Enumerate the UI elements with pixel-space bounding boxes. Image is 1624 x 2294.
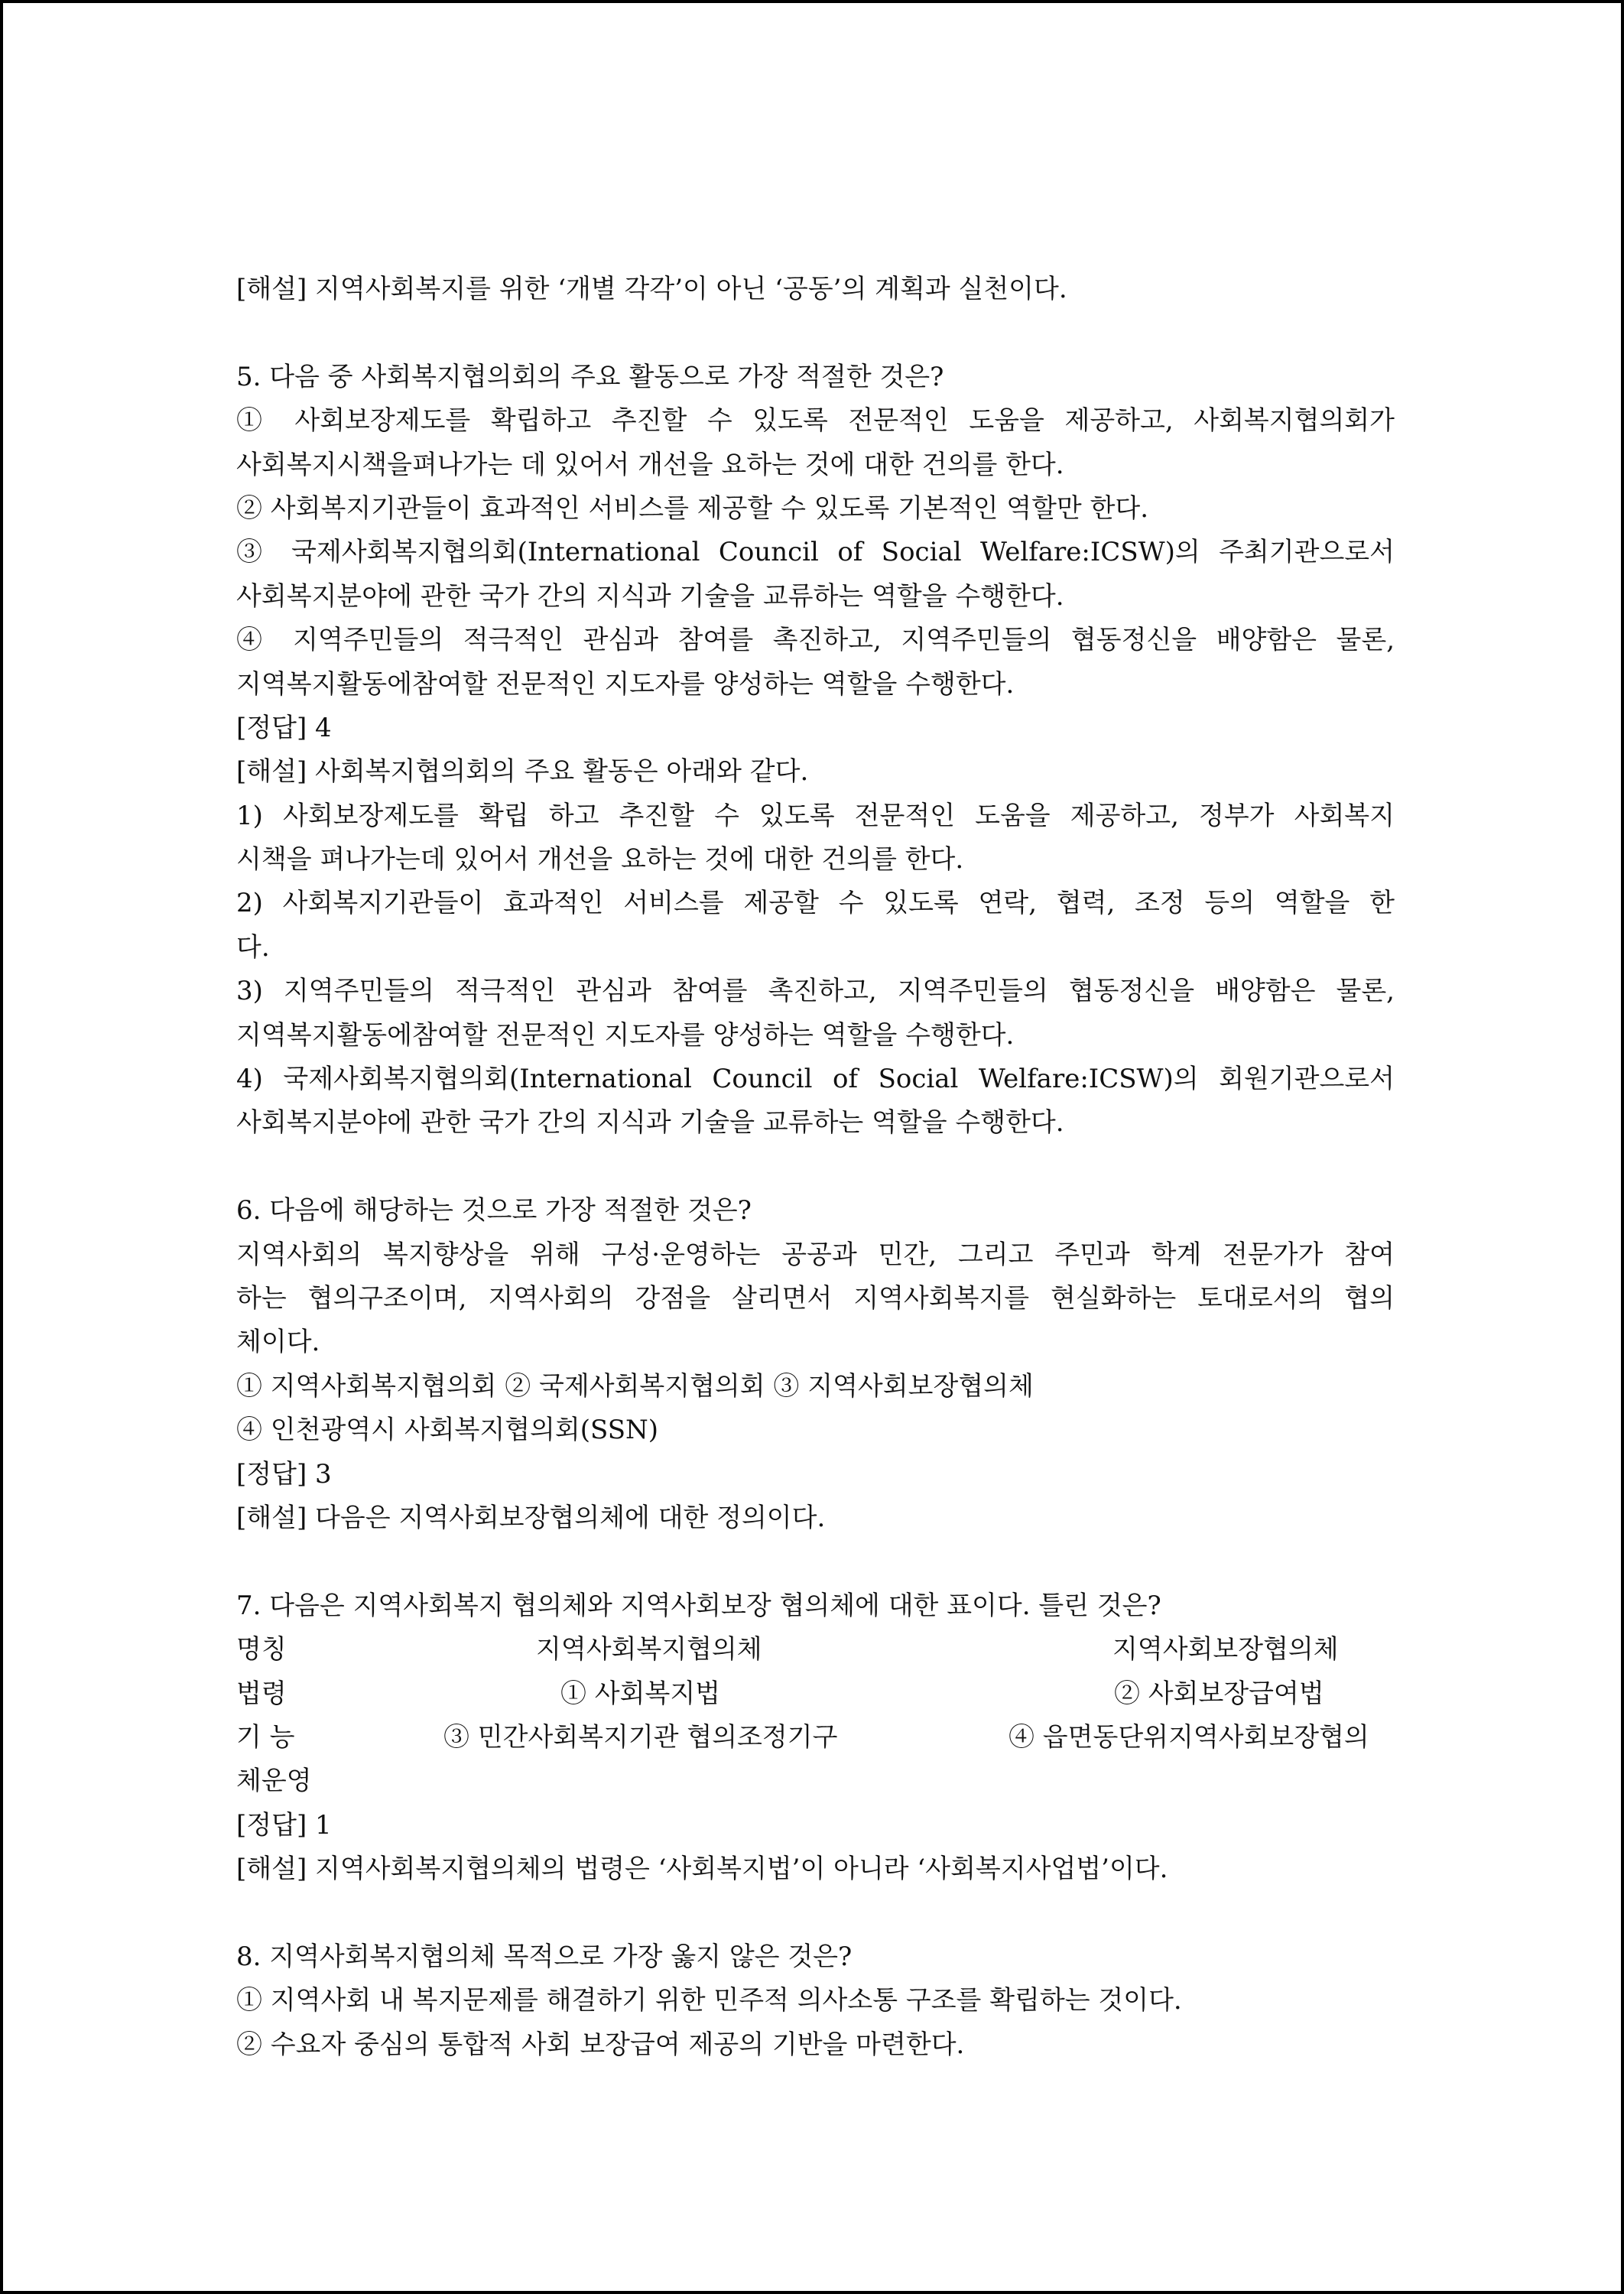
table-cell: 기 능 [236, 1721, 295, 1753]
q8-option-2: ② 수요자 중심의 통합적 사회 보장급여 제공의 기반을 마련한다. [236, 2029, 965, 2060]
table-cell-header: 명칭 [236, 1634, 287, 1665]
q5-explanation-item-2: 2) 사회복지기관들이 효과적인 서비스를 제공할 수 있도록 연락, 협력, 조정 등의 역할을 한 [236, 888, 1395, 919]
q5-option-4: ④ 지역주민들의 적극적인 관심과 참여를 촉진하고, 지역주민들의 협동정신을 배양함은 물론, [236, 625, 1395, 656]
q6-passage-line-2: 하는 협의구조이며, 지역사회의 강점을 살리면서 지역사회복지를 현실화하는 토대로서의 협의 [236, 1282, 1395, 1314]
table-row [236, 1716, 1395, 1759]
q6-passage-line-3: 체이다. [236, 1327, 320, 1358]
spacer [236, 311, 1395, 355]
q5-option-3-cont: 사회복지분야에 관한 국가 간의 지식과 기술을 교류하는 역할을 수행한다. [236, 580, 1064, 612]
q5-explanation-item-1: 1) 사회보장제도를 확립 하고 추진할 수 있도록 전문적인 도움을 제공하고, 정부가 사회복지 [236, 800, 1395, 831]
question-5-title: 5. 다음 중 사회복지협의회의 주요 활동으로 가장 적절한 것은? [236, 361, 944, 392]
table-cell: ② 사회보장급여법 [1114, 1678, 1324, 1709]
q5-option-3: ③ 국제사회복지협의회(International Council of Social Welfare:ICSW)의 주최기관으로서 [236, 537, 1395, 568]
document-body [236, 268, 1395, 2067]
q5-option-2: ② 사회복지기관들이 효과적인 서비스를 제공할 수 있도록 기본적인 역할만 한다. [236, 492, 1149, 524]
q5-option-4-cont: 지역복지활동에참여할 전문적인 지도자를 양성하는 역할을 수행한다. [236, 668, 1015, 700]
table-cell: ④ 읍면동단위지역사회보장협의 [1009, 1721, 1369, 1753]
q5-answer: [정답] 4 [236, 712, 332, 743]
q6-option-4: ④ 인천광역시 사회복지협의회(SSN) [236, 1415, 659, 1446]
q6-options-1-3: ① 지역사회복지협의회 ② 국제사회복지협의회 ③ 지역사회보장협의체 [236, 1370, 1034, 1402]
table-cell: ③ 민간사회복지기관 협의조정기구 [443, 1721, 838, 1753]
q6-explanation: [해설] 다음은 지역사회보장협의체에 대한 정의이다. [236, 1502, 826, 1533]
q5-explanation-item-2-cont: 다. [236, 931, 270, 963]
spacer [236, 1145, 1395, 1189]
q8-option-1: ① 지역사회 내 복지문제를 해결하기 위한 민주적 의사소통 구조를 확립하는 것이다. [236, 1985, 1182, 2016]
table-wrap-text: 체운영 [236, 1766, 312, 1797]
q6-passage-line-1: 지역사회의 복지향상을 위해 구성·운영하는 공공과 민간, 그리고 주민과 학계 전문가가 참여 [236, 1239, 1395, 1270]
spacer [236, 1540, 1395, 1584]
answer-explanation-q4: [해설] 지역사회복지를 위한 ‘개별 각각’이 아닌 ‘공동’의 계획과 실천이다. [236, 274, 1067, 304]
table-row [236, 1628, 1395, 1672]
spacer [236, 1891, 1395, 1935]
q6-answer: [정답] 3 [236, 1458, 332, 1490]
q5-explanation-item-1-cont: 시책을 펴나가는데 있어서 개선을 요하는 것에 대한 건의를 한다. [236, 844, 964, 876]
table-row [236, 1672, 1395, 1716]
q7-answer: [정답] 1 [236, 1809, 332, 1841]
q7-explanation: [해설] 지역사회복지협의체의 법령은 ‘사회복지법’이 아니라 ‘사회복지사업법’이다. [236, 1854, 1168, 1885]
q5-explanation: [해설] 사회복지협의회의 주요 활동은 아래와 같다. [236, 756, 809, 788]
q5-explanation-item-3-cont: 지역복지활동에참여할 전문적인 지도자를 양성하는 역할을 수행한다. [236, 1019, 1015, 1051]
q5-explanation-item-3: 3) 지역주민들의 적극적인 관심과 참여를 촉진하고, 지역주민들의 협동정신을 배양함은 물론, [236, 976, 1395, 1007]
table-cell: ① 사회복지법 [560, 1678, 721, 1709]
table-cell-header: 지역사회보장협의체 [1112, 1634, 1339, 1665]
q5-option-1: ① 사회보장제도를 확립하고 추진할 수 있도록 전문적인 도움을 제공하고, 사회복지협의회가 [236, 405, 1395, 437]
q5-explanation-item-4: 4) 국제사회복지협의회(International Council of Social Welfare:ICSW)의 회원기관으로서 [236, 1064, 1395, 1095]
table-cell: 법령 [236, 1678, 287, 1709]
table-cell-header: 지역사회복지협의체 [536, 1634, 762, 1665]
q5-option-1-cont: 사회복지시책을펴나가는 데 있어서 개선을 요하는 것에 대한 건의를 한다. [236, 449, 1064, 480]
question-8-title: 8. 지역사회복지협의체 목적으로 가장 옳지 않은 것은? [236, 1941, 853, 1972]
q5-explanation-item-4-cont: 사회복지분야에 관한 국가 간의 지식과 기술을 교류하는 역할을 수행한다. [236, 1107, 1064, 1139]
question-6-title: 6. 다음에 해당하는 것으로 가장 적절한 것은? [236, 1195, 752, 1227]
question-7-title: 7. 다음은 지역사회복지 협의체와 지역사회보장 협의체에 대한 표이다. 틀린 것은? [236, 1590, 1161, 1621]
